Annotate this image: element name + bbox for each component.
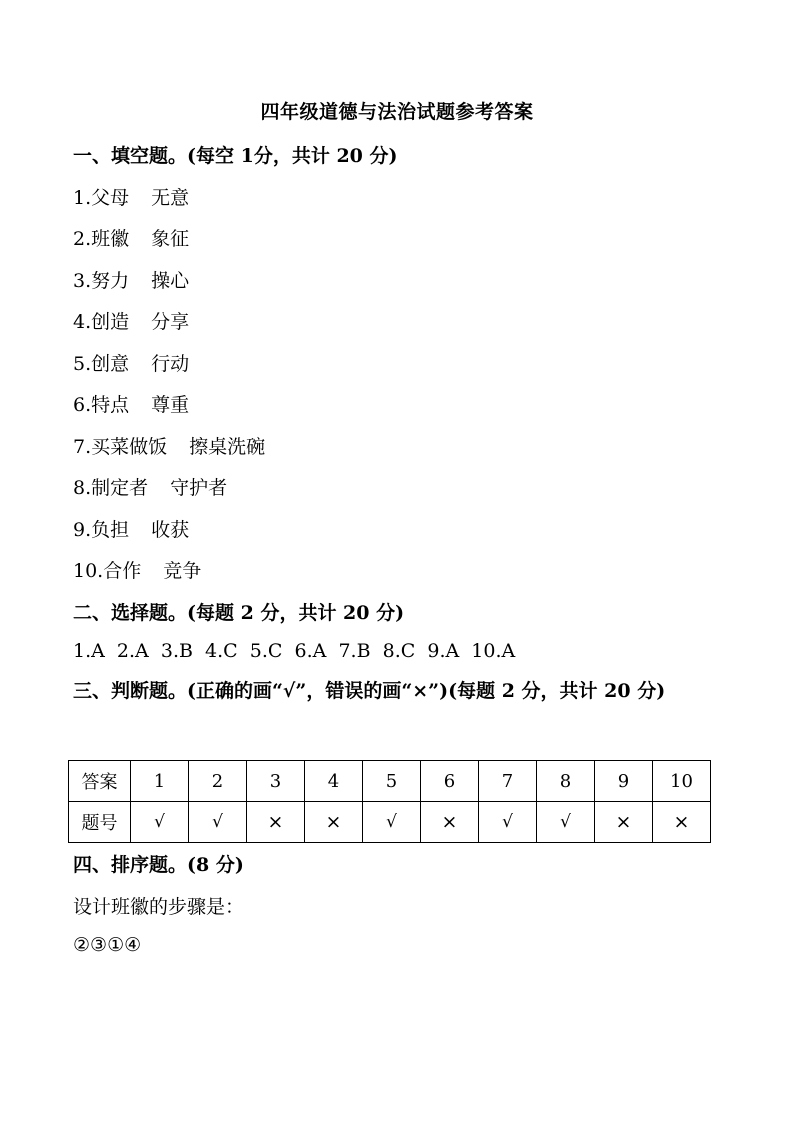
list-item: [73, 515, 189, 542]
answer-a: 创意: [91, 353, 130, 375]
item-number: 8.: [73, 477, 92, 499]
table-cell: 5: [363, 761, 421, 802]
table-cell: ×: [595, 802, 653, 843]
table-cell: 8: [537, 761, 595, 802]
item-number: 7.: [73, 436, 92, 458]
item-number: 3.: [73, 270, 92, 292]
table-cell: 7: [479, 761, 537, 802]
section4-answer: ②③①④: [73, 934, 142, 956]
item-number: 9.: [73, 519, 92, 541]
item-number: 5.: [73, 353, 92, 375]
answer-a: 父母: [91, 187, 130, 209]
list-item: [73, 349, 189, 376]
answer-b: 分享: [151, 311, 190, 333]
table-cell: √: [189, 802, 247, 843]
answer-a: 努力: [91, 270, 130, 292]
answer-a: 负担: [91, 519, 130, 541]
table-cell: ×: [653, 802, 711, 843]
table-cell: √: [131, 802, 189, 843]
table-cell: 3: [247, 761, 305, 802]
list-item: [73, 432, 265, 459]
item-number: 4.: [73, 311, 92, 333]
answer-a: 班徽: [91, 228, 130, 250]
answer-a: 合作: [103, 560, 142, 582]
page-title: 四年级道德与法治试题参考答案: [260, 101, 534, 123]
answer-b: 操心: [151, 270, 190, 292]
list-item: [73, 183, 189, 210]
table-cell: √: [537, 802, 595, 843]
section1-heading: 一、填空题。(每空 1分，共计 20 分): [73, 145, 398, 167]
table-cell: 10: [653, 761, 711, 802]
table-cell: ×: [305, 802, 363, 843]
table-cell: ×: [421, 802, 479, 843]
section4-prompt: 设计班徽的步骤是：: [73, 896, 245, 918]
item-number: 10.: [73, 560, 104, 582]
item-number: 1.: [73, 187, 92, 209]
list-item: [73, 266, 189, 293]
item-number: 6.: [73, 394, 92, 416]
answer-a: 买菜做饭: [91, 436, 168, 458]
table-cell: √: [479, 802, 537, 843]
section2-answers: 1.A 2.A 3.B 4.C 5.C 6.A 7.B 8.C 9.A 10.A: [73, 640, 516, 662]
judgment-answer-table: [68, 760, 711, 843]
section4-heading: 四、排序题。(8 分): [73, 854, 244, 876]
list-item: [73, 390, 189, 417]
answer-b: 象征: [151, 228, 190, 250]
answer-b: 擦桌洗碗: [189, 436, 266, 458]
item-number: 2.: [73, 228, 92, 250]
section3-heading: 三、判断题。(正确的画“√”，错误的画“×”)(每题 2 分，共计 20 分): [73, 680, 666, 702]
list-item: [73, 473, 227, 500]
answer-a: 制定者: [91, 477, 149, 499]
row-label: 答案: [69, 761, 131, 802]
answer-a: 创造: [91, 311, 130, 333]
row-label: 题号: [69, 802, 131, 843]
table-cell: ×: [247, 802, 305, 843]
answer-b: 守护者: [170, 477, 228, 499]
table-row: [69, 761, 711, 802]
table-row: [69, 802, 711, 843]
table-cell: 9: [595, 761, 653, 802]
table-cell: 6: [421, 761, 479, 802]
table-cell: 4: [305, 761, 363, 802]
table-cell: √: [363, 802, 421, 843]
answer-b: 尊重: [151, 394, 190, 416]
table-cell: 2: [189, 761, 247, 802]
section2-heading: 二、选择题。(每题 2 分，共计 20 分): [73, 602, 405, 624]
table-cell: 1: [131, 761, 189, 802]
answer-b: 收获: [151, 519, 190, 541]
list-item: [73, 307, 189, 334]
answer-b: 无意: [151, 187, 190, 209]
answer-b: 竞争: [163, 560, 202, 582]
answer-b: 行动: [151, 353, 190, 375]
list-item: [73, 556, 201, 583]
answer-a: 特点: [91, 394, 130, 416]
list-item: [73, 224, 189, 251]
